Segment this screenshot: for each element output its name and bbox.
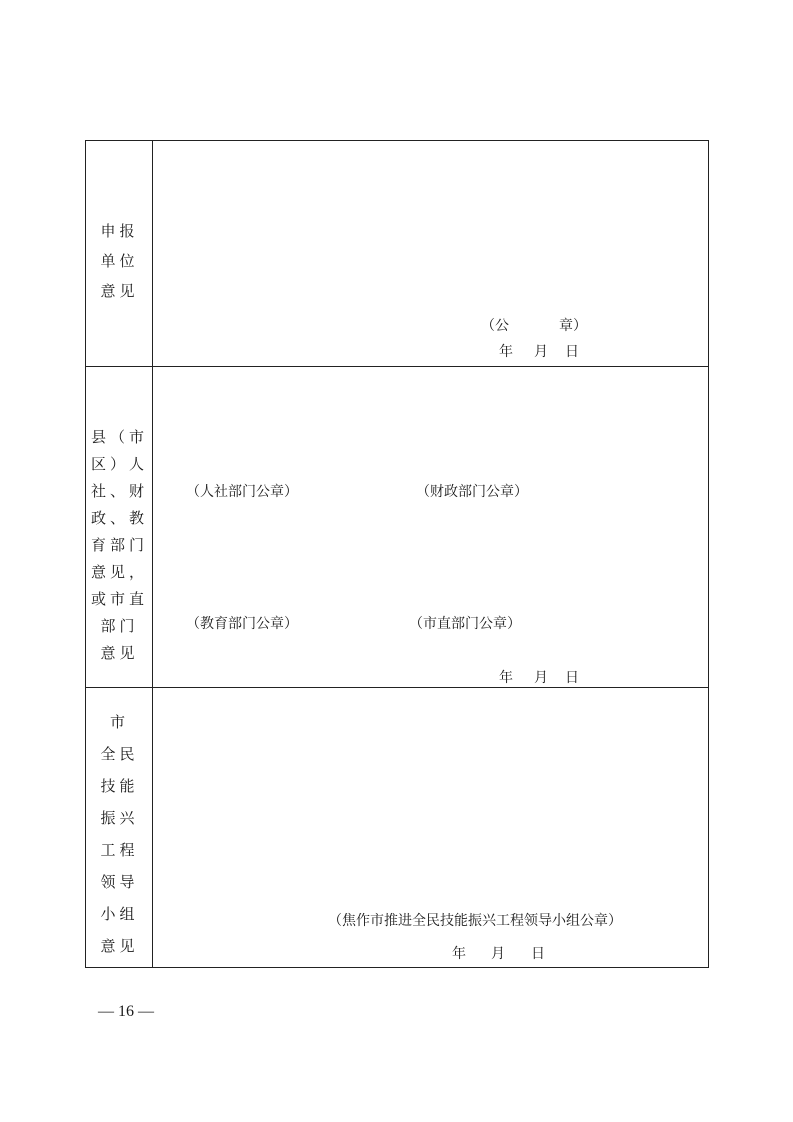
opinion-form-table	[85, 140, 709, 968]
date-year: 年	[499, 670, 513, 686]
row-label	[86, 216, 153, 306]
row-label	[86, 706, 153, 962]
row-label	[86, 424, 153, 667]
label-line: 意见	[100, 644, 139, 662]
applicant-unit-opinion-row	[86, 141, 708, 367]
date-year: 年	[499, 344, 513, 360]
seal-label-left: （公	[481, 318, 509, 334]
label-line: 县（市	[90, 428, 148, 446]
label-line: 市	[109, 713, 129, 731]
date-year: 年	[452, 946, 466, 962]
label-line: 意见	[100, 282, 139, 300]
label-line: 部门	[100, 617, 139, 635]
finance-dept-seal: （财政部门公章）	[416, 484, 528, 500]
label-line: 区）人	[90, 455, 148, 473]
date-month: 月	[534, 670, 548, 686]
city-direct-dept-seal: （市直部门公章）	[409, 616, 521, 632]
row-label-cell	[86, 367, 153, 687]
date-month: 月	[491, 946, 505, 962]
label-line: 技能	[100, 777, 139, 795]
seal-label-right: 章）	[559, 318, 587, 334]
label-line: 或市直	[90, 590, 148, 608]
label-line: 意见，	[90, 563, 148, 581]
label-line: 申报	[100, 222, 139, 240]
label-line: 社、财	[90, 482, 148, 500]
date-day: 日	[565, 344, 579, 360]
label-line: 工程	[100, 841, 139, 859]
label-line: 小组	[100, 905, 139, 923]
label-line: 全民	[100, 745, 139, 763]
hr-dept-seal: （人社部门公章）	[186, 484, 298, 500]
date-day: 日	[565, 670, 579, 686]
county-departments-opinion-row	[86, 367, 708, 688]
row-label-cell	[86, 688, 153, 967]
date-month: 月	[534, 344, 548, 360]
leading-group-opinion-row	[86, 688, 708, 967]
leading-group-seal: （焦作市推进全民技能振兴工程领导小组公章）	[328, 913, 622, 929]
label-line: 政、教	[90, 509, 148, 527]
page-number: — 16 —	[98, 1003, 154, 1020]
label-line: 育部门	[90, 536, 148, 554]
education-dept-seal: （教育部门公章）	[186, 616, 298, 632]
label-line: 意见	[100, 937, 139, 955]
label-line: 领导	[100, 873, 139, 891]
label-line: 振兴	[100, 809, 139, 827]
date-day: 日	[531, 946, 545, 962]
row-label-cell	[86, 141, 153, 366]
label-line: 单位	[100, 252, 139, 270]
